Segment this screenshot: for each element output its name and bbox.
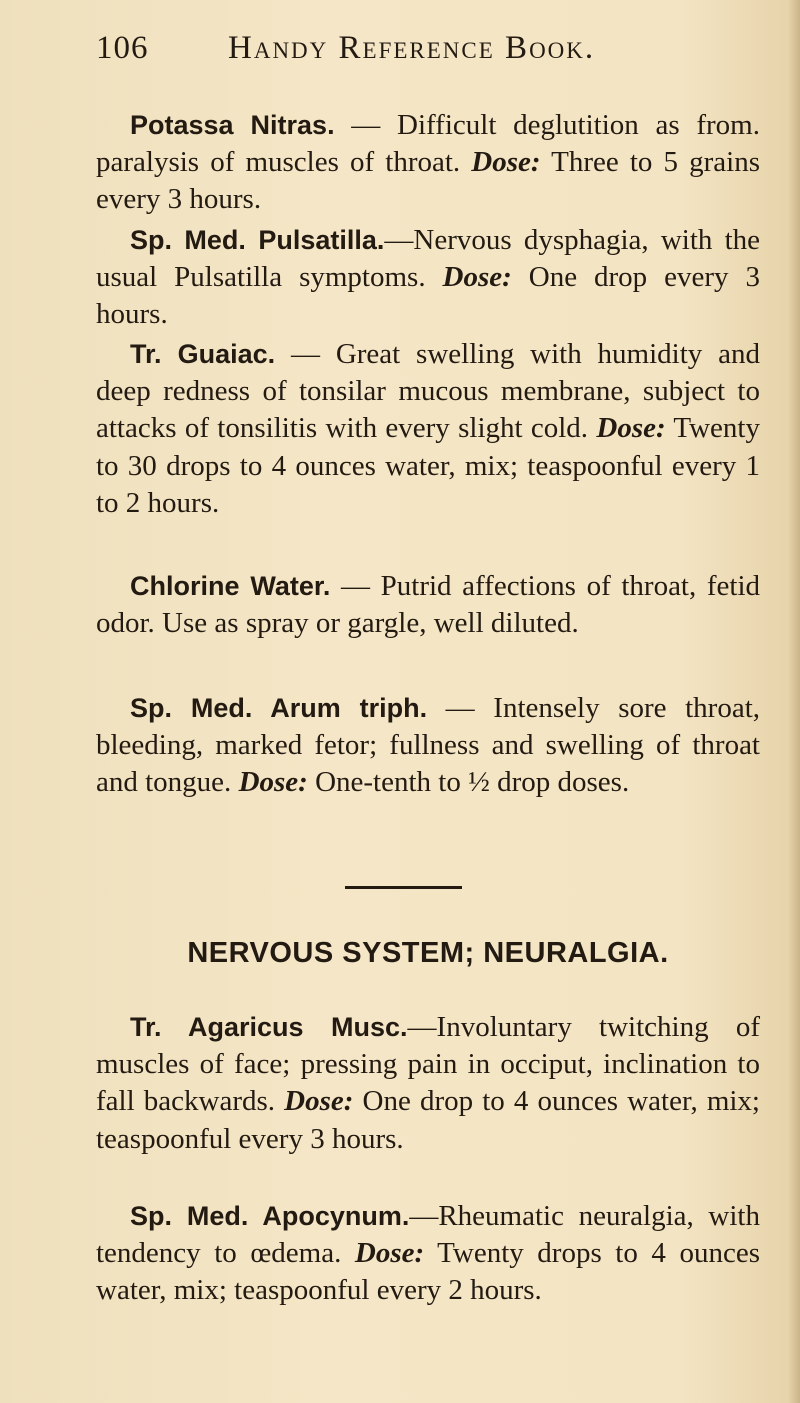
entry-dose-text: Twenty drops to 4 ounces water, mix; teaspoonful every 2 hours. <box>96 1237 760 1307</box>
entry-description: — Great swelling with humidity and deep redness of tonsilar mucous membrane, subject to attacks of tonsilitis with every slight cold. <box>96 338 760 445</box>
page-header <box>96 30 736 70</box>
running-title: Handy Reference Book. <box>228 30 596 66</box>
entry-dose-text: One drop every 3 hours. <box>96 261 760 331</box>
entry-name: Tr. Guaiac. <box>130 339 276 369</box>
entry-dose-text: Three to 5 grains every 3 hours. <box>96 146 760 216</box>
entry-dose-text: Twenty to 30 drops to 4 ounces water, mix; teaspoonful every 1 to 2 hours. <box>96 412 760 519</box>
dose-label: Dose: <box>596 412 666 445</box>
entry-description: — Putrid affections of throat, fetid odor. Use as spray or gargle, well diluted. <box>96 570 761 640</box>
entry-description: —Rheumatic neuralgia, with tendency to œdema. <box>96 1200 760 1270</box>
entry-name: Tr. Agaricus Musc. <box>130 1012 408 1042</box>
entry-chlorine-water <box>96 568 760 642</box>
entry-description: — Difficult deglutition as from. paralysis of muscles of throat. <box>96 109 760 179</box>
entry-agaricus-musc <box>96 1009 760 1158</box>
page-number: 106 <box>96 30 149 66</box>
entry-name: Sp. Med. Pulsatilla. <box>130 225 385 255</box>
dose-label: Dose: <box>354 1237 425 1270</box>
entry-potassa-nitras <box>96 107 760 219</box>
entry-description: — Intensely sore throat, bleeding, marked fetor; fullness and swelling of throat and tongue. <box>96 692 761 799</box>
section-title: NERVOUS SYSTEM; NEURALGIA. <box>187 937 669 969</box>
entry-name: Sp. Med. Arum triph. <box>130 693 428 723</box>
entry-name: Chlorine Water. <box>130 571 331 601</box>
entry-guaiac <box>96 336 760 522</box>
entry-dose-text: One drop to 4 ounces water, mix; teaspoonful every 3 hours. <box>96 1085 760 1155</box>
entry-name: Sp. Med. Apocynum. <box>130 1201 410 1231</box>
page-edge-shadow <box>788 0 800 1403</box>
entry-dose-text: One-tenth to ½ drop doses. <box>307 766 630 799</box>
entry-pulsatilla <box>96 222 760 334</box>
dose-label: Dose: <box>284 1085 354 1118</box>
entry-description: —Involuntary twitching of muscles of face; pressing pain in occiput, inclination to fall backwards. <box>96 1011 760 1118</box>
dose-label: Dose: <box>442 261 512 294</box>
entry-arum-triph <box>96 690 760 802</box>
dose-label: Dose: <box>471 146 541 179</box>
section-divider-rule <box>345 886 462 889</box>
dose-label: Dose: <box>238 766 308 799</box>
entry-name: Potassa Nitras. <box>130 110 335 140</box>
entry-description: —Nervous dysphagia, with the usual Pulsatilla symptoms. <box>96 224 760 294</box>
entry-apocynum <box>96 1198 760 1310</box>
